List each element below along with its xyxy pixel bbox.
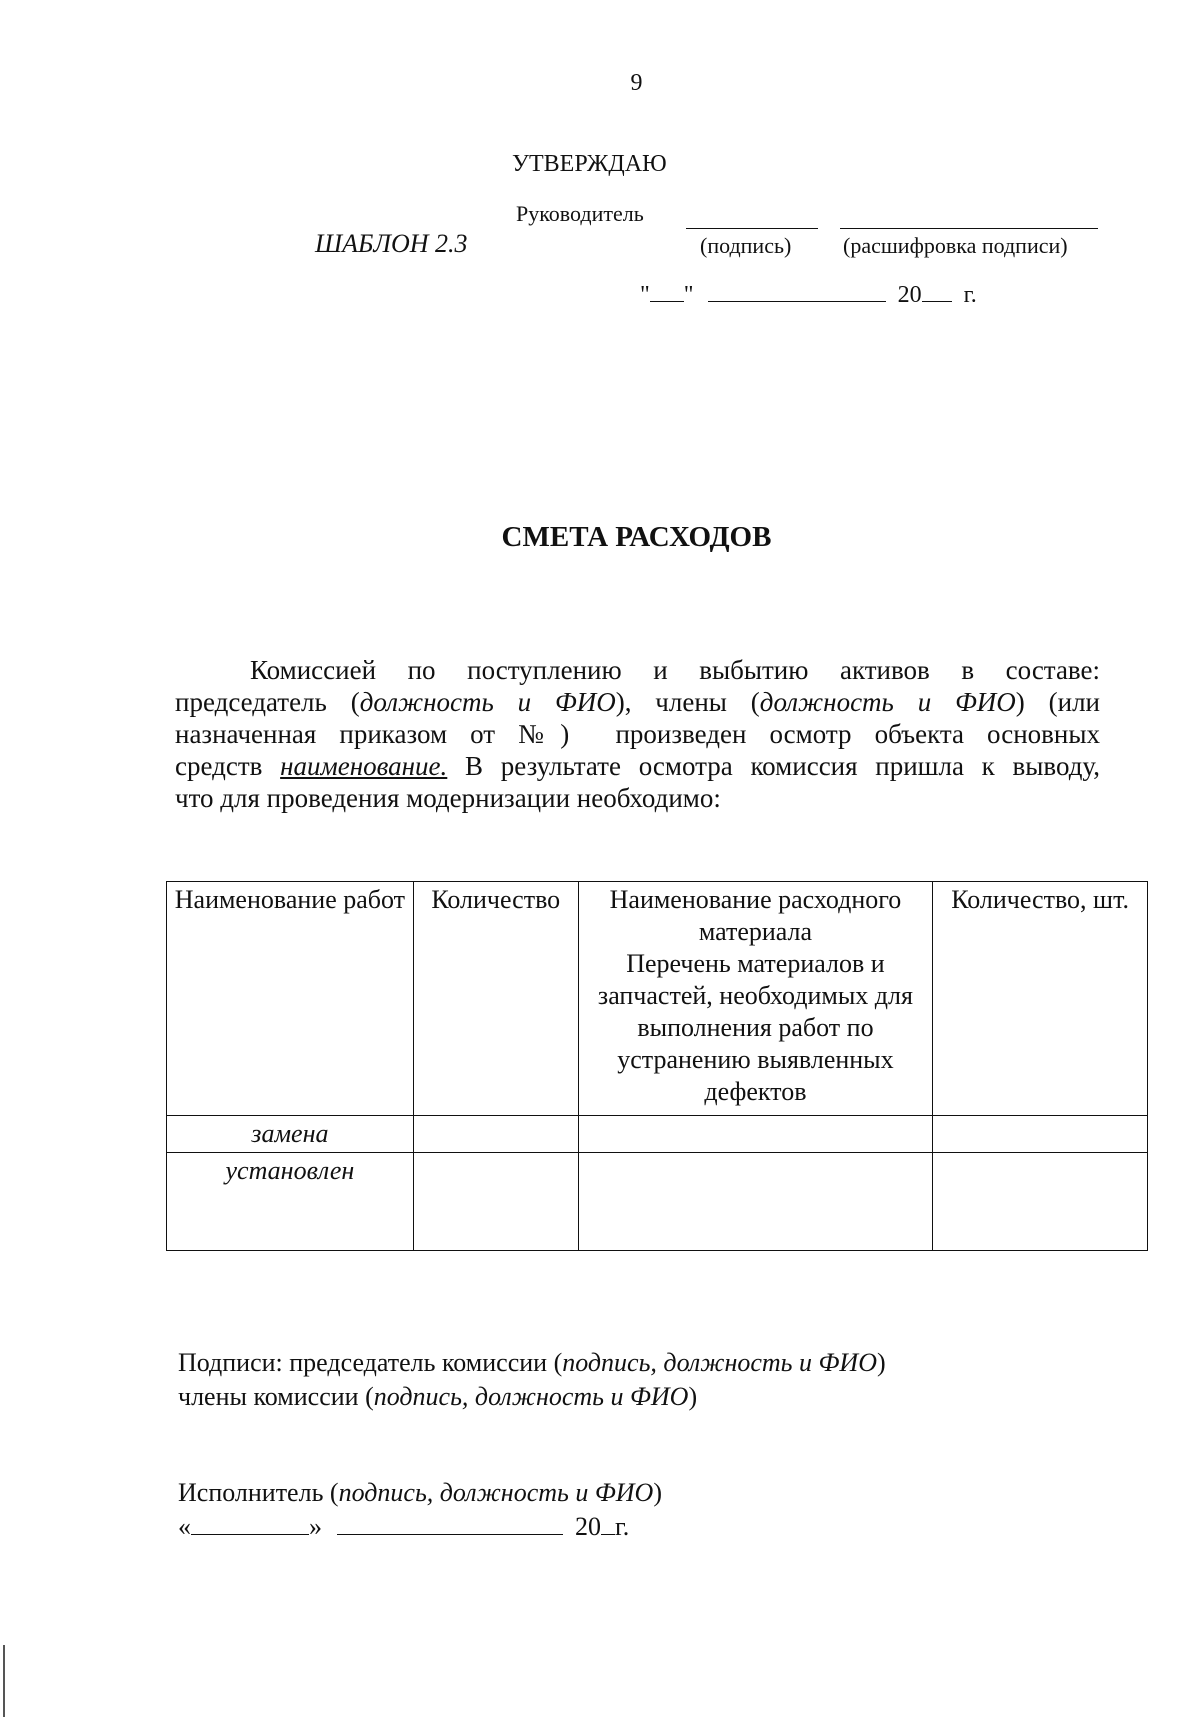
quote-open: « — [178, 1512, 191, 1541]
table-row — [167, 1116, 1148, 1153]
paragraph-text: В результате осмотра комиссия пришла к выводу, — [447, 751, 1100, 781]
commission-signatures — [178, 1346, 886, 1414]
table-row — [167, 1153, 1148, 1251]
date-quote-close: " — [683, 282, 694, 308]
pcs-cell — [933, 1116, 1148, 1153]
paragraph-text: ) (или — [1015, 687, 1101, 717]
work-cell: установлен — [167, 1153, 414, 1251]
day-blank — [191, 1514, 309, 1535]
year-suffix: г. — [963, 282, 977, 308]
chairman-signature-line — [178, 1346, 886, 1380]
signature-line — [686, 228, 818, 229]
header-text: Количество — [431, 885, 561, 914]
signature-text: Подписи: председатель комиссии ( — [178, 1348, 563, 1377]
header-quantity — [413, 882, 578, 1116]
header-work-name — [167, 882, 414, 1116]
header-text: Наименование расходного материала — [609, 885, 902, 946]
work-cell: замена — [167, 1116, 414, 1153]
paragraph-italic: должность и ФИО — [359, 687, 616, 717]
year-blank — [601, 1514, 615, 1535]
commission-paragraph — [175, 654, 1100, 814]
paragraph-text: председатель ( — [175, 687, 360, 717]
paragraph-line-4 — [175, 750, 1100, 782]
executor-italic: подпись, должность и ФИО — [338, 1478, 654, 1507]
header-material — [578, 882, 932, 1116]
material-cell — [578, 1153, 932, 1251]
paragraph-line-3: назначенная приказом от №) произведен осмотр объекта основных — [175, 719, 1100, 749]
pcs-cell — [933, 1153, 1148, 1251]
year-prefix: 20 — [897, 282, 922, 308]
template-label: ШАБЛОН 2.3 — [315, 229, 468, 258]
executor-text: Исполнитель ( — [178, 1478, 339, 1507]
signature-text: ) — [688, 1382, 698, 1411]
quantity-cell — [413, 1153, 578, 1251]
paragraph-line-5: что для проведения модернизации необходимо: — [175, 783, 721, 813]
document-title: СМЕТА РАСХОДОВ — [501, 521, 772, 553]
members-signature-line — [178, 1380, 886, 1414]
quote-close: » — [309, 1512, 322, 1541]
approve-heading: УТВЕРЖДАЮ — [512, 151, 667, 177]
paragraph-line-2 — [175, 686, 1100, 718]
header-text: Наименование работ — [174, 885, 406, 914]
paragraph-line-1: Комиссией по поступлению и выбытию активов в составе: — [250, 655, 1100, 685]
header-text: Количество, шт. — [951, 885, 1129, 914]
day-blank — [650, 281, 684, 302]
year-prefix: 20 — [575, 1512, 601, 1541]
year-blank — [922, 281, 952, 302]
material-cell — [578, 1116, 932, 1153]
object-name-placeholder: наименование. — [280, 751, 448, 781]
year-suffix: г. — [615, 1512, 630, 1541]
executor-block — [178, 1476, 662, 1544]
signature-text: члены комиссии ( — [178, 1382, 374, 1411]
head-label: Руководитель — [516, 201, 644, 226]
page-number: 9 — [630, 70, 643, 96]
quantity-cell — [413, 1116, 578, 1153]
header-quantity-pcs — [933, 882, 1148, 1116]
paragraph-italic: должность и ФИО — [759, 687, 1016, 717]
month-blank — [337, 1514, 563, 1535]
executor-line — [178, 1476, 662, 1510]
header-text: Перечень материалов и запчастей, необходимых для выполнения работ по устранению выявленных дефектов — [597, 949, 913, 1106]
decoding-caption: (расшифровка подписи) — [843, 233, 1068, 258]
signature-caption: (подпись) — [700, 233, 792, 258]
signature-italic: подпись, должность и ФИО — [562, 1348, 877, 1377]
decoding-line — [840, 228, 1098, 229]
signature-text: ) — [876, 1348, 886, 1377]
paragraph-text: ), члены ( — [615, 687, 760, 717]
approval-date-row — [640, 281, 977, 309]
executor-date-row — [178, 1510, 662, 1544]
estimate-table — [166, 881, 1148, 1251]
table-header-row — [167, 882, 1148, 1116]
month-blank — [708, 281, 886, 302]
date-quote-open: " — [640, 282, 650, 308]
signature-italic: подпись, должность и ФИО — [373, 1382, 689, 1411]
executor-text: ) — [653, 1478, 662, 1507]
paragraph-text: средств — [175, 751, 281, 781]
scan-margin-mark — [3, 1645, 5, 1717]
